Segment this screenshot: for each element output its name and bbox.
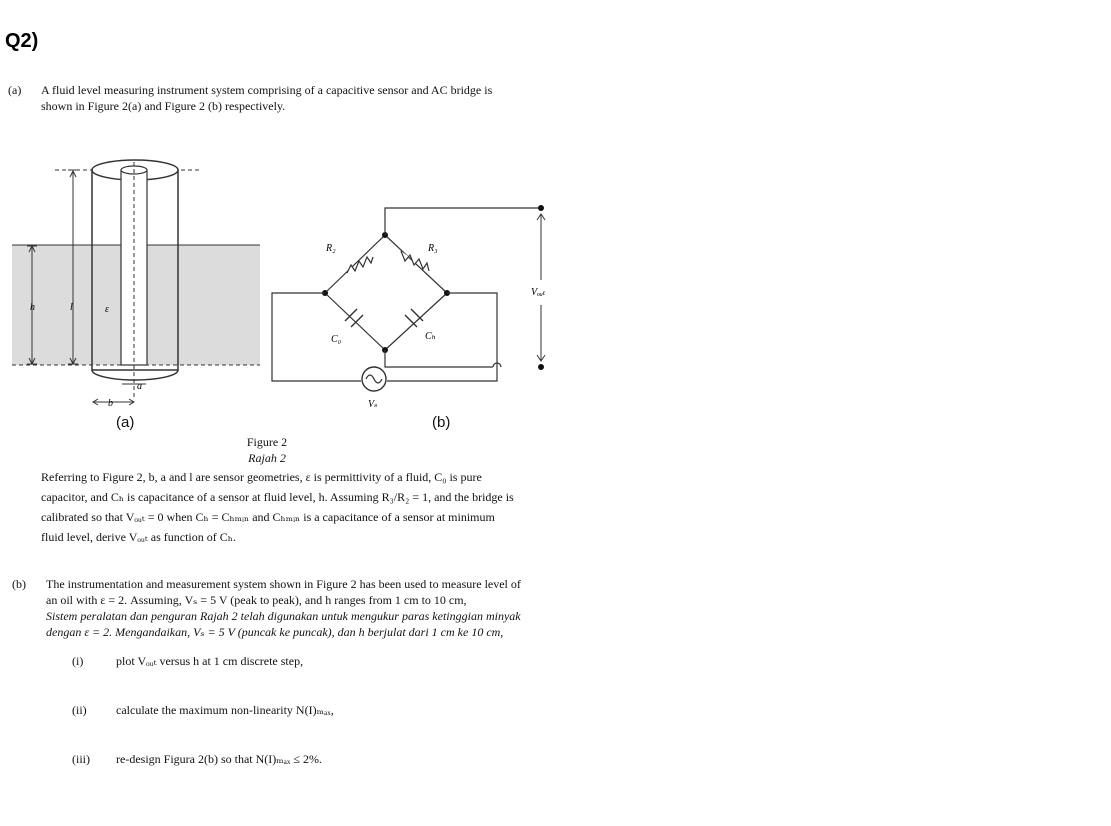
item-ii-number: (ii) — [72, 703, 87, 717]
item-iii-text: re-design Figura 2(b) so that N(I)ₘₐₓ ≤ 2%. — [116, 752, 322, 766]
part-b-text — [46, 576, 541, 640]
part-a-body — [41, 467, 531, 547]
terminal-bottom — [538, 364, 544, 370]
l-label: l — [70, 302, 73, 313]
figure-2b-bridge-diagram — [265, 195, 555, 415]
question-title: Q2) — [5, 30, 39, 52]
part-b-line2: an oil with ε = 2. Assuming, Vₛ = 5 V (peak to peak), and h ranges from 1 cm to 10 cm, — [46, 593, 467, 607]
b-label: b — [108, 398, 113, 409]
wire-top-to-right — [385, 235, 447, 293]
outer-cylinder-bottom — [92, 370, 178, 380]
item-ii-text: calculate the maximum non-linearity N(I)ₘₐₓ, — [116, 703, 334, 717]
figure-caption-malay: Rajah 2 — [248, 451, 286, 465]
source-loop-left — [272, 293, 361, 381]
part-a-intro-line2: shown in Figure 2(a) and Figure 2 (b) respectively. — [41, 99, 286, 113]
capacitor-c0-plate2 — [351, 315, 363, 327]
figure-caption: Figure 2 — [246, 435, 288, 449]
item-i-text: plot Vₒᵤₜ versus h at 1 cm discrete step, — [116, 654, 304, 668]
capacitor-ch-plate2 — [405, 315, 417, 327]
part-a-body-line3: calibrated so that Vₒᵤₜ = 0 when Cₕ = Cₕₘᵢₙ and Cₕₘᵢₙ is a capacitance of a sensor at minimum — [41, 510, 495, 524]
c0-label: C₀ — [331, 334, 342, 345]
capacitor-c0-plate1 — [345, 309, 357, 321]
capacitor-ch-plate1 — [411, 309, 423, 321]
epsilon-label: ε — [105, 304, 109, 315]
part-a-intro — [41, 82, 531, 114]
terminal-top — [538, 205, 544, 211]
part-a-body-line1: Referring to Figure 2, b, a and l are sensor geometries, ε is permittivity of a fluid, C₀ is pure — [41, 470, 482, 484]
a-label: a — [137, 381, 142, 392]
output-lead-top — [385, 208, 541, 235]
r3-label: R₃ — [428, 243, 438, 254]
vs-label: Vₛ — [368, 399, 378, 410]
part-a-body-line4: fluid level, derive Vₒᵤₜ as function of Cₕ. — [41, 530, 236, 544]
wire-right-to-bottom — [385, 293, 447, 350]
part-b-line3-malay: Sistem peralatan dan penguran Rajah 2 telah digunakan untuk mengukur paras ketinggian minyak — [46, 609, 521, 623]
r2-label: R₂ — [326, 243, 336, 254]
ch-label: Cₕ — [425, 331, 436, 342]
part-a-body-line2: capacitor, and Cₕ is capacitance of a sensor at fluid level, h. Assuming R₃/R₂ = 1, and the bridge is — [41, 490, 514, 504]
figure-sub-label-a: (a) — [116, 414, 135, 431]
source-loop-right — [387, 293, 497, 381]
h-label: h — [30, 302, 35, 313]
part-a-intro-line1: A fluid level measuring instrument system comprising of a capacitive sensor and AC bridge is — [41, 83, 493, 97]
part-b-label: (b) — [12, 577, 26, 591]
figure-2a-sensor-diagram — [10, 150, 260, 410]
output-lead-bottom — [385, 350, 493, 367]
vout-label: Vₒᵤₜ — [531, 287, 546, 298]
part-a-label: (a) — [8, 83, 22, 97]
item-iii-number: (iii) — [72, 752, 90, 766]
item-i-number: (i) — [72, 654, 84, 668]
figure-sub-label-b: (b) — [432, 414, 451, 431]
part-b-line1: The instrumentation and measurement system shown in Figure 2 has been used to measure level of — [46, 577, 521, 591]
part-b-line4-malay: dengan ε = 2. Mengandaikan, Vₛ = 5 V (puncak ke puncak), dan h berjulat dari 1 cm ke 10 cm, — [46, 625, 504, 639]
